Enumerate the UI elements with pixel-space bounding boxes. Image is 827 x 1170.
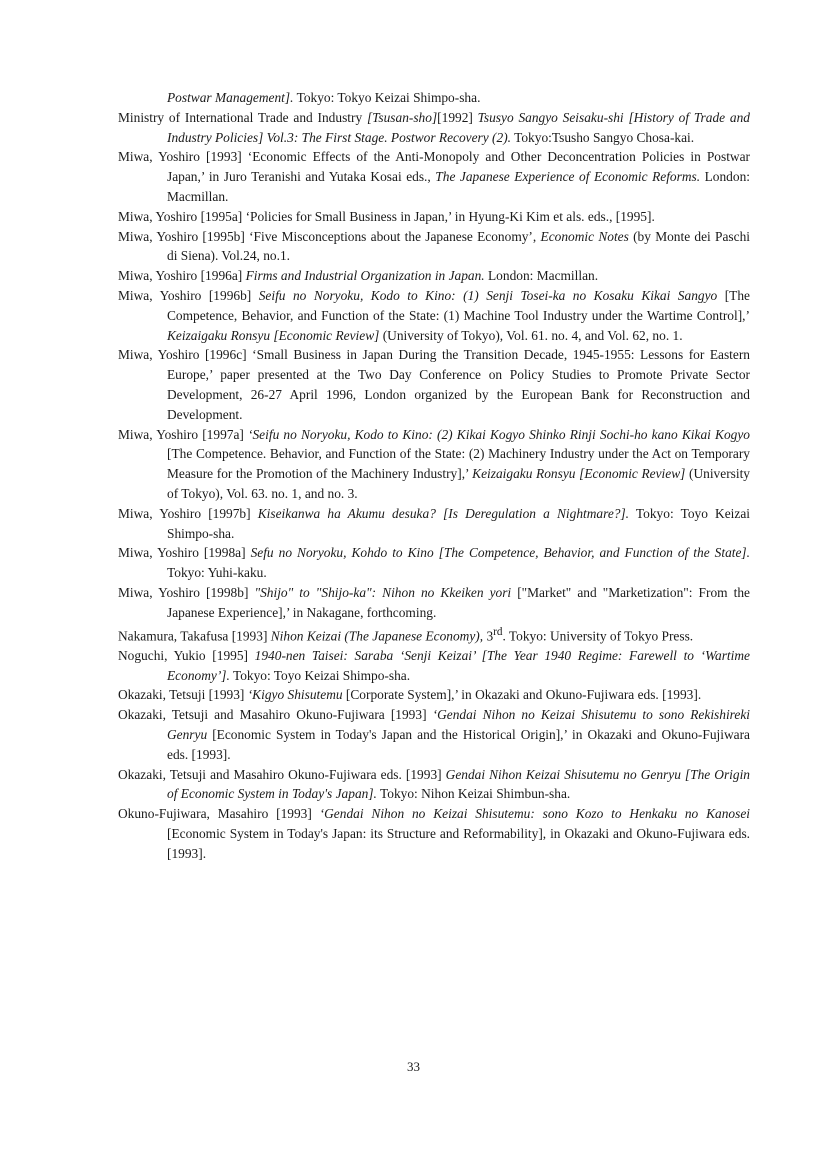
- reference-text: Tokyo: Nihon Keizai Shimbun-sha.: [376, 786, 571, 802]
- reference-text: Miwa, Yoshiro [1997a]: [118, 426, 249, 442]
- reference-text: Miwa, Yoshiro [1996b]: [118, 287, 259, 303]
- reference-title-text: Keizaigaku Ronsyu [Economic Review]: [167, 327, 380, 343]
- reference-title-text: Economic Notes: [540, 228, 629, 244]
- reference-text: rd: [493, 625, 503, 638]
- reference-text: London: Macmillan.: [167, 169, 750, 204]
- reference-text: [1992]: [437, 109, 478, 125]
- reference-text: Okuno-Fujiwara, Masahiro [1993]: [118, 806, 320, 822]
- reference-title-text: Seifu no Noryoku, Kodo to Kino: (1) Senji Tosei-ka no Kosaku Kikai Sangyo: [258, 287, 718, 303]
- reference-entry: [118, 705, 750, 764]
- reference-text: 3: [483, 627, 494, 643]
- reference-entry: [118, 345, 750, 424]
- reference-text: Miwa, Yoshiro [1996c] ‘Small Business in Japan During the Transition Decade, 1945-1955: Lessons for Eastern Europe,’ paper presented at the Two Day Conference on Policy Studies to Promote Private Sector Development, 26-27 April 1996, London organized by the European Bank for Reconstruction and Development.: [118, 347, 750, 422]
- reference-text: Miwa, Yoshiro [1995b] ‘Five Misconceptions about the Japanese Economy’,: [118, 228, 541, 244]
- reference-text: Tokyo: Yuhi-kaku.: [167, 565, 267, 581]
- reference-entry: [118, 207, 750, 227]
- reference-text: Miwa, Yoshiro [1996a]: [118, 268, 246, 284]
- reference-entry: [118, 685, 750, 705]
- reference-title-text: ‘Gendai Nihon no Keizai Shisutemu to sono Rekishireki Genryu: [167, 707, 750, 742]
- reference-entry: [118, 227, 750, 267]
- reference-text: Tokyo:Tsusho Sangyo Chosa-kai.: [511, 129, 695, 145]
- reference-entry: [118, 504, 750, 544]
- reference-entry: [118, 425, 750, 504]
- reference-text: (University of Tokyo), Vol. 63. no. 1, and no. 3.: [167, 466, 751, 501]
- reference-entry: [118, 583, 750, 623]
- reference-entry: [118, 623, 750, 646]
- reference-text: Ministry of International Trade and Industry: [118, 109, 367, 125]
- reference-text: [Economic System in Today's Japan and the Historical Origin],’ in Okazaki and Okuno-Fujiwara eds. [1993].: [167, 726, 750, 762]
- reference-entry: [118, 266, 750, 286]
- reference-title-text: ‘Kigyo Shisutemu: [247, 687, 343, 703]
- reference-title-text: Firms and Industrial Organization in Japan.: [245, 268, 485, 284]
- reference-text: Okazaki, Tetsuji [1993]: [118, 687, 248, 703]
- reference-text: (by Monte dei Paschi di Siena). Vol.24, no.1.: [167, 228, 750, 264]
- reference-text: . Tokyo: University of Tokyo Press.: [502, 627, 694, 643]
- reference-text: London: Macmillan.: [484, 268, 599, 284]
- reference-title-text: The Japanese Experience of Economic Reforms.: [435, 169, 701, 185]
- reference-text: Tokyo: Toyo Keizai Shimpo-sha.: [229, 667, 411, 683]
- reference-text: Okazaki, Tetsuji and Masahiro Okuno-Fujiwara eds. [1993]: [118, 766, 446, 782]
- reference-entry: [118, 108, 750, 148]
- reference-title-text: "Shijo" to "Shijo-ka": Nihon no Kkeiken yori: [254, 584, 512, 600]
- reference-title-text: ‘Seifu no Noryoku, Kodo to Kino: (2) Kikai Kogyo Shinko Rinji Sochi-ho kano Kikai Kogyo: [248, 426, 750, 442]
- reference-text: (University of Tokyo), Vol. 61. no. 4, and Vol. 62, no. 1.: [379, 327, 683, 343]
- reference-title-text: Keizaigaku Ronsyu [Economic Review]: [472, 466, 686, 482]
- reference-text: Tokyo: Toyo Keizai Shimpo-sha.: [167, 505, 750, 541]
- reference-entry: [118, 646, 750, 686]
- reference-entry: [118, 286, 750, 345]
- reference-entry: [118, 765, 750, 805]
- reference-text: Okazaki, Tetsuji and Masahiro Okuno-Fujiwara [1993]: [118, 707, 433, 723]
- reference-text: Miwa, Yoshiro [1997b]: [118, 505, 258, 521]
- reference-title-text: 1940-nen Taisei: Saraba ‘Senji Keizai’ [The Year 1940 Regime: Farewell to ‘Wartime Economy’].: [167, 647, 750, 683]
- reference-text: Miwa, Yoshiro [1993] ‘Economic Effects of the Anti-Monopoly and Other Deconcentration Policies in Postwar Japan,’ in Juro Teranishi and Yutaka Kosai eds.,: [118, 149, 750, 185]
- reference-title-text: [Tsusan-sho]: [366, 109, 438, 125]
- reference-title-text: Postwar Management].: [167, 90, 294, 105]
- page-number: 33: [407, 1059, 420, 1074]
- reference-text: Miwa, Yoshiro [1998a]: [118, 545, 251, 561]
- reference-title-text: Nihon Keizai (The Japanese Economy),: [270, 627, 484, 643]
- reference-list: [118, 88, 750, 864]
- reference-text: Miwa, Yoshiro [1995a] ‘Policies for Small Business in Japan,’ in Hyung-Ki Kim et als. eds., [1995].: [118, 208, 655, 224]
- reference-title-text: Sefu no Noryoku, Kohdo to Kino [The Competence, Behavior, and Function of the State].: [250, 545, 750, 561]
- reference-title-text: Tsusyo Sangyo Seisaku-shi [History of Trade and Industry Policies] Vol.3: The First Stage. Postwor Recovery (2).: [167, 109, 750, 145]
- reference-text: [Economic System in Today's Japan: its Structure and Reformability], in Okazaki and Okuno-Fujiwara eds. [1993].: [167, 825, 750, 861]
- reference-title-text: ‘Gendai Nihon no Keizai Shisutemu: sono Kozo to Henkaku no Kanosei: [319, 806, 750, 822]
- reference-text: Noguchi, Yukio [1995]: [118, 647, 255, 663]
- reference-text: [Corporate System],’ in Okazaki and Okuno-Fujiwara eds. [1993].: [342, 687, 702, 703]
- reference-entry: [118, 804, 750, 863]
- reference-text: [The Competence. Behavior, and Function of the State: (2) Machinery Industry under the Act on Temporary Measure for the Promotion of the Machinery Industry],’: [167, 446, 750, 482]
- reference-entry: [118, 543, 750, 583]
- reference-text: Miwa, Yoshiro [1998b]: [118, 584, 255, 600]
- reference-title-text: Gendai Nihon Keizai Shisutemu no Genryu [The Origin of Economic System in Today's Japan].: [167, 766, 750, 802]
- reference-title-text: Kiseikanwa ha Akumu desuka? [Is Deregulation a Nightmare?].: [257, 505, 630, 521]
- reference-text: Nakamura, Takafusa [1993]: [118, 627, 271, 643]
- reference-text: Tokyo: Tokyo Keizai Shimpo-sha.: [293, 90, 481, 105]
- reference-text: [The Competence, Behavior, and Function of the State: (1) Machine Tool Industry under the Wartime Control],’: [167, 287, 750, 323]
- reference-text: ["Market" and "Marketization": From the Japanese Experience],’ in Nakagane, forthcoming.: [167, 584, 750, 620]
- reference-entry: [118, 88, 750, 108]
- reference-entry: [118, 147, 750, 206]
